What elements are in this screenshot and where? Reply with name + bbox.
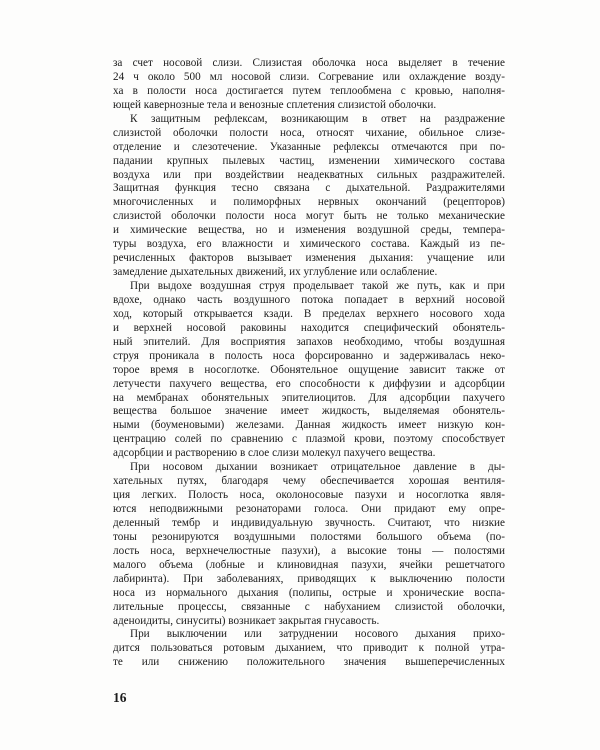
text-line: деленный тембр и индивидуальную звучность. Считают, что низкие xyxy=(113,516,505,529)
text-line: 24 ч около 500 мл носовой слизи. Согревание или охлаждение возду- xyxy=(113,70,505,83)
text-line: При выключении или затруднении носового дыхания прихо- xyxy=(130,628,505,641)
text-line: ются неподвижными резонаторами голоса. Они придают ему опре- xyxy=(113,503,505,515)
text-line: и верхней носовой раковины находится специфический обонятель- xyxy=(113,321,505,334)
paragraph-1 xyxy=(113,57,505,113)
text-line: малого объема (лобные и клиновидная пазухи, ячейки решетчатого xyxy=(113,558,505,571)
text-line: на мембранах обонятельных эпителиоцитов. Для адсорбции пахучего xyxy=(113,391,505,404)
text-line: воздуха или при воздействии неадекватных сильных раздражителей. xyxy=(113,168,505,181)
paragraph-2 xyxy=(113,113,505,280)
text-line: струя проникала в полость носа форсированно и задерживалась неко- xyxy=(113,349,505,362)
text-line: многочисленных и полиморфных нервных окончаний (рецепторов) xyxy=(113,196,505,209)
text-line: К защитным рефлексам, возникающим в ответ на раздражение xyxy=(130,112,505,125)
text-line: замедление дыхательных движений, их углубление или ослабление. xyxy=(113,266,438,279)
text-line: тоны резонируются воздушными полостями большого объема (по- xyxy=(113,530,505,543)
page-number: 16 xyxy=(113,690,127,705)
body-text xyxy=(113,57,505,670)
text-line: ющей кавернозные тела и венозные сплетения слизистой оболочки. xyxy=(113,98,437,111)
paragraph-3 xyxy=(113,280,505,461)
text-line: и химические вещества, но и изменения воздушной среды, темпера- xyxy=(113,224,505,237)
text-line: речисленных факторов вызывает изменения дыхания: учащение или xyxy=(113,252,505,265)
text-line: лительные процессы, связанные с набуханием слизистой оболочки, xyxy=(113,600,505,613)
text-line: туры воздуха, его влажности и химического состава. Каждый из пе- xyxy=(113,238,505,251)
text-line: лость носа, верхнечелюстные пазухи), а высокие тоны — полостями xyxy=(113,544,505,557)
text-line: ция легких. Полость носа, околоносовые пазухи и носоглотка явля- xyxy=(113,489,505,502)
text-line: те или снижению положительного значения вышеперечисленных xyxy=(113,656,505,669)
text-line: дится пользоваться ротовым дыханием, что приводит к полной утра- xyxy=(113,642,505,655)
text-line: носа из нормального дыхания (полипы, острые и хронические воспа- xyxy=(113,586,505,599)
text-line: ха в полости носа достигается путем теплообмена с кровью, наполня- xyxy=(113,84,505,97)
paragraph-4 xyxy=(113,461,505,628)
text-line: за счет носовой слизи. Слизистая оболочка носа выделяет в течение xyxy=(113,57,505,69)
text-line: ход, который открывается кзади. В пределах верхнего носового хода xyxy=(113,307,505,320)
text-line: вещества большое значение имеет жидкость, выделяемая обонятель- xyxy=(113,405,505,418)
text-line: центрацию солей по сравнению с плазмой крови, поэтому способствует xyxy=(113,433,505,446)
text-line: аденоидиты, синуситы) возникает закрытая гнусавость. xyxy=(113,614,380,627)
text-line: торое время в носоглотке. Обонятельное ощущение зависит также от xyxy=(113,363,505,376)
text-line: ными (боуменовыми) железами. Данная жидкость имеет низкую кон- xyxy=(113,419,505,432)
text-line: отделение и слезотечение. Указанные рефлексы отмечаются при по- xyxy=(113,140,505,153)
text-line: вдохе, однако часть воздушного потока попадает в верхний носовой xyxy=(113,293,505,306)
text-line: летучести пахучего вещества, его способности к диффузии и адсорбции xyxy=(113,377,505,390)
text-line: слизистой оболочки полости носа могут быть не только механические xyxy=(113,210,505,223)
paragraph-5 xyxy=(113,628,505,670)
text-line: слизистой оболочки полости носа, относят чихание, обильное слизе- xyxy=(113,126,505,139)
text-line: Защитная функция тесно связана с дыхательной. Раздражителями xyxy=(113,182,505,195)
text-line: хательных путях, благодаря чему обеспечивается хорошая вентиля- xyxy=(113,475,505,488)
text-line: При выдохе воздушная струя проделывает такой же путь, как и при xyxy=(130,280,505,292)
text-line: падании крупных пылевых частиц, изменении химического состава xyxy=(113,154,505,167)
text-line: ный эпителий. Для восприятия запахов необходимо, чтобы воздушная xyxy=(113,335,505,348)
text-line: адсорбции и растворению в слое слизи молекул пахучего вещества. xyxy=(113,447,436,460)
text-line: лабиринта). При заболеваниях, приводящих к выключению полости xyxy=(113,572,505,585)
text-line: При носовом дыхании возникает отрицательное давление в ды- xyxy=(130,461,505,474)
